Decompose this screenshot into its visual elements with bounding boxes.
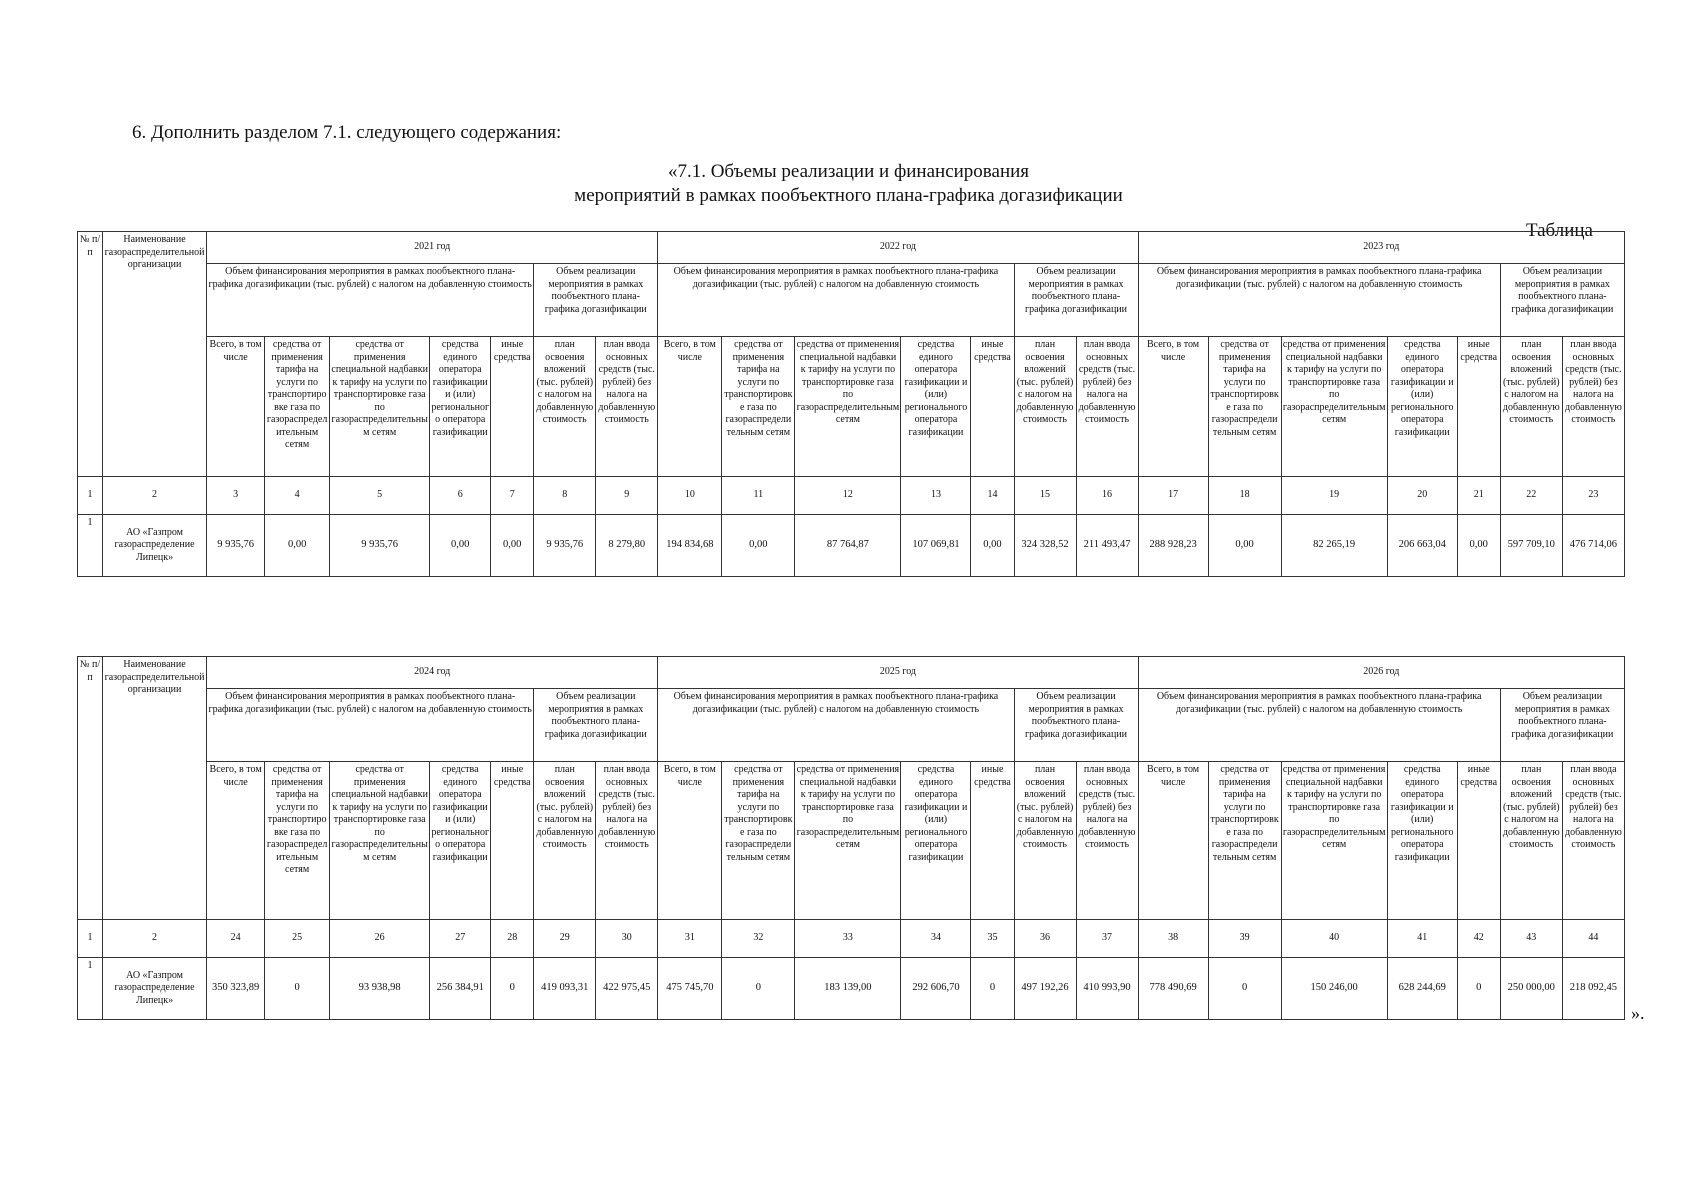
- group-header-realization: Объем реализации мероприятия в рамках пообъектного плана-графика догазификации: [1014, 689, 1138, 762]
- value-cell: 183 139,00: [795, 958, 901, 1020]
- value-cell: 476 714,06: [1562, 515, 1624, 577]
- column-index-cell: 22: [1500, 477, 1562, 515]
- group-header-funding: Объем финансирования мероприятия в рамках пообъектного плана-графика догазификации (тыс. рублей) с налогом на добавленную стоимость: [1138, 264, 1500, 337]
- column-index-cell: 31: [658, 920, 722, 958]
- group-header-funding: Объем финансирования мероприятия в рамках пообъектного плана-графика догазификации (тыс. рублей) с налогом на добавленную стоимость: [207, 689, 534, 762]
- subheader-cell: план ввода основных средств (тыс. рублей) без налога на добавленную стоимость: [1562, 337, 1624, 477]
- subheader-cell: иные средства: [491, 337, 534, 477]
- value-cell: 194 834,68: [658, 515, 722, 577]
- value-cell: 82 265,19: [1281, 515, 1387, 577]
- value-cell: 256 384,91: [430, 958, 491, 1020]
- group-header-funding: Объем финансирования мероприятия в рамках пообъектного плана-графика догазификации (тыс. рублей) с налогом на добавленную стоимость: [1138, 689, 1500, 762]
- subheader-cell: средства от применения тарифа на услуги по транспортировке газа по газораспределительным сетям: [265, 337, 330, 477]
- value-cell: 419 093,31: [534, 958, 596, 1020]
- subheader-cell: Всего, в том числе: [1138, 337, 1208, 477]
- column-index-cell: 20: [1387, 477, 1457, 515]
- organization-cell: АО «Газпром газораспределение Липецк»: [103, 958, 207, 1020]
- subheader-cell: план ввода основных средств (тыс. рублей) без налога на добавленную стоимость: [1076, 337, 1138, 477]
- year-header: 2026 год: [1138, 657, 1624, 689]
- column-index-cell: 34: [901, 920, 971, 958]
- value-cell: 9 935,76: [534, 515, 596, 577]
- subheader-cell: средства от применения тарифа на услуги по транспортировке газа по газораспределительным сетям: [722, 337, 795, 477]
- value-cell: 0: [971, 958, 1014, 1020]
- column-index-row: [78, 477, 1625, 515]
- column-index-row: [78, 920, 1625, 958]
- subheader-cell: Всего, в том числе: [207, 337, 265, 477]
- subheader-cell: средства единого оператора газификации и (или) регионального оператора газификации: [430, 762, 491, 920]
- column-index-cell: 7: [491, 477, 534, 515]
- column-index-cell: 27: [430, 920, 491, 958]
- value-cell: 0,00: [491, 515, 534, 577]
- subheader-cell: план освоения вложений (тыс. рублей) с налогом на добавленную стоимость: [1014, 762, 1076, 920]
- value-cell: 0: [1457, 958, 1500, 1020]
- value-cell: 9 935,76: [207, 515, 265, 577]
- column-index-cell: 8: [534, 477, 596, 515]
- column-index-cell: 2: [103, 920, 207, 958]
- column-index-cell: 37: [1076, 920, 1138, 958]
- column-index-cell: 29: [534, 920, 596, 958]
- column-index-cell: 15: [1014, 477, 1076, 515]
- value-cell: 350 323,89: [207, 958, 265, 1020]
- column-index-cell: 3: [207, 477, 265, 515]
- subheader-cell: план ввода основных средств (тыс. рублей) без налога на добавленную стоимость: [596, 337, 658, 477]
- subheader-cell: план ввода основных средств (тыс. рублей) без налога на добавленную стоимость: [1076, 762, 1138, 920]
- column-index-cell: 41: [1387, 920, 1457, 958]
- year-header-row: [78, 232, 1625, 264]
- group-header-funding: Объем финансирования мероприятия в рамках пообъектного плана-графика догазификации (тыс. рублей) с налогом на добавленную стоимость: [658, 264, 1014, 337]
- subheader-cell: средства единого оператора газификации и (или) регионального оператора газификации: [430, 337, 491, 477]
- column-index-cell: 10: [658, 477, 722, 515]
- column-index-cell: 6: [430, 477, 491, 515]
- value-cell: 107 069,81: [901, 515, 971, 577]
- year-header: 2023 год: [1138, 232, 1624, 264]
- column-index-cell: 36: [1014, 920, 1076, 958]
- col-header-organization: Наименование газораспределительной организации: [103, 232, 207, 477]
- column-index-cell: 23: [1562, 477, 1624, 515]
- subheader-cell: план ввода основных средств (тыс. рублей) без налога на добавленную стоимость: [1562, 762, 1624, 920]
- value-cell: 0: [491, 958, 534, 1020]
- column-index-cell: 28: [491, 920, 534, 958]
- section-title-line-2: мероприятий в рамках пообъектного плана-графика догазификации: [574, 185, 1123, 206]
- subheader-cell: средства от применения тарифа на услуги по транспортировке газа по газораспределительным сетям: [722, 762, 795, 920]
- subheader-cell: средства единого оператора газификации и (или) регионального оператора газификации: [901, 762, 971, 920]
- col-header-organization: Наименование газораспределительной организации: [103, 657, 207, 920]
- column-index-cell: 5: [330, 477, 430, 515]
- financing-table-2021-2023: [77, 231, 1625, 577]
- subheader-cell: Всего, в том числе: [658, 762, 722, 920]
- column-index-cell: 42: [1457, 920, 1500, 958]
- group-header-realization: Объем реализации мероприятия в рамках пообъектного плана-графика догазификации: [1014, 264, 1138, 337]
- value-cell: 250 000,00: [1500, 958, 1562, 1020]
- value-cell: 211 493,47: [1076, 515, 1138, 577]
- subheader-cell: средства от применения тарифа на услуги по транспортировке газа по газораспределительным сетям: [1208, 337, 1281, 477]
- group-header-row: [78, 264, 1625, 337]
- group-header-realization: Объем реализации мероприятия в рамках пообъектного плана-графика догазификации: [1500, 689, 1624, 762]
- data-row: [78, 958, 1625, 1020]
- intro-text: 6. Дополнить разделом 7.1. следующего содержания:: [132, 122, 562, 143]
- column-index-cell: 40: [1281, 920, 1387, 958]
- subheader-cell: средства от применения специальной надбавки к тарифу на услуги по транспортировке газа по газораспределительным сетям: [1281, 762, 1387, 920]
- row-number-cell: 1: [78, 515, 103, 577]
- value-cell: 8 279,80: [596, 515, 658, 577]
- value-cell: 422 975,45: [596, 958, 658, 1020]
- column-index-cell: 33: [795, 920, 901, 958]
- year-header: 2021 год: [207, 232, 658, 264]
- subheader-cell: Всего, в том числе: [1138, 762, 1208, 920]
- column-index-cell: 32: [722, 920, 795, 958]
- data-row: [78, 515, 1625, 577]
- subheader-cell: Всего, в том числе: [207, 762, 265, 920]
- subheader-cell: иные средства: [971, 337, 1014, 477]
- section-title-line-1: «7.1. Объемы реализации и финансирования: [667, 161, 1030, 182]
- subheader-cell: иные средства: [1457, 762, 1500, 920]
- value-cell: 150 246,00: [1281, 958, 1387, 1020]
- group-header-realization: Объем реализации мероприятия в рамках пообъектного плана-графика догазификации: [534, 689, 658, 762]
- column-index-cell: 43: [1500, 920, 1562, 958]
- subheader-cell: средства от применения тарифа на услуги по транспортировке газа по газораспределительным сетям: [265, 762, 330, 920]
- value-cell: 778 490,69: [1138, 958, 1208, 1020]
- column-index-cell: 17: [1138, 477, 1208, 515]
- subheader-cell: средства от применения специальной надбавки к тарифу на услуги по транспортировке газа по газораспределительным сетям: [795, 337, 901, 477]
- column-index-cell: 1: [78, 920, 103, 958]
- column-index-cell: 26: [330, 920, 430, 958]
- column-index-cell: 38: [1138, 920, 1208, 958]
- subheader-cell: средства от применения тарифа на услуги по транспортировке газа по газораспределительным сетям: [1208, 762, 1281, 920]
- column-index-cell: 14: [971, 477, 1014, 515]
- value-cell: 0,00: [1457, 515, 1500, 577]
- subheader-row: [78, 337, 1625, 477]
- year-header: 2024 год: [207, 657, 658, 689]
- value-cell: 0,00: [722, 515, 795, 577]
- year-header: 2025 год: [658, 657, 1138, 689]
- column-index-cell: 12: [795, 477, 901, 515]
- column-index-cell: 4: [265, 477, 330, 515]
- column-index-cell: 18: [1208, 477, 1281, 515]
- value-cell: 0: [265, 958, 330, 1020]
- closing-quote: ».: [1631, 1003, 1645, 1023]
- row-number-cell: 1: [78, 958, 103, 1020]
- year-header: 2022 год: [658, 232, 1138, 264]
- value-cell: 0: [722, 958, 795, 1020]
- subheader-cell: Всего, в том числе: [658, 337, 722, 477]
- column-index-cell: 16: [1076, 477, 1138, 515]
- value-cell: 628 244,69: [1387, 958, 1457, 1020]
- column-index-cell: 25: [265, 920, 330, 958]
- value-cell: 0,00: [1208, 515, 1281, 577]
- value-cell: 93 938,98: [330, 958, 430, 1020]
- value-cell: 9 935,76: [330, 515, 430, 577]
- col-header-number: № п/п: [78, 657, 103, 920]
- group-header-realization: Объем реализации мероприятия в рамках пообъектного плана-графика догазификации: [534, 264, 658, 337]
- table-caption: Таблица: [1525, 220, 1593, 241]
- value-cell: 410 993,90: [1076, 958, 1138, 1020]
- value-cell: 206 663,04: [1387, 515, 1457, 577]
- year-header-row: [78, 657, 1625, 689]
- value-cell: 0,00: [971, 515, 1014, 577]
- value-cell: 87 764,87: [795, 515, 901, 577]
- column-index-cell: 44: [1562, 920, 1624, 958]
- col-header-number: № п/п: [78, 232, 103, 477]
- value-cell: 0,00: [265, 515, 330, 577]
- value-cell: 218 092,45: [1562, 958, 1624, 1020]
- financing-table-2024-2026: [77, 656, 1625, 1020]
- subheader-cell: план освоения вложений (тыс. рублей) с налогом на добавленную стоимость: [534, 337, 596, 477]
- subheader-cell: иные средства: [1457, 337, 1500, 477]
- column-index-cell: 9: [596, 477, 658, 515]
- column-index-cell: 2: [103, 477, 207, 515]
- subheader-cell: план освоения вложений (тыс. рублей) с налогом на добавленную стоимость: [534, 762, 596, 920]
- subheader-cell: средства от применения специальной надбавки к тарифу на услуги по транспортировке газа по газораспределительным сетям: [330, 337, 430, 477]
- subheader-cell: план освоения вложений (тыс. рублей) с налогом на добавленную стоимость: [1014, 337, 1076, 477]
- subheader-cell: средства единого оператора газификации и (или) регионального оператора газификации: [1387, 762, 1457, 920]
- column-index-cell: 30: [596, 920, 658, 958]
- subheader-cell: средства единого оператора газификации и (или) регионального оператора газификации: [1387, 337, 1457, 477]
- subheader-cell: иные средства: [491, 762, 534, 920]
- subheader-cell: средства от применения специальной надбавки к тарифу на услуги по транспортировке газа по газораспределительным сетям: [1281, 337, 1387, 477]
- column-index-cell: 24: [207, 920, 265, 958]
- subheader-cell: план освоения вложений (тыс. рублей) с налогом на добавленную стоимость: [1500, 762, 1562, 920]
- column-index-cell: 11: [722, 477, 795, 515]
- value-cell: 324 328,52: [1014, 515, 1076, 577]
- subheader-cell: план ввода основных средств (тыс. рублей) без налога на добавленную стоимость: [596, 762, 658, 920]
- value-cell: 288 928,23: [1138, 515, 1208, 577]
- group-header-funding: Объем финансирования мероприятия в рамках пообъектного плана-графика догазификации (тыс. рублей) с налогом на добавленную стоимость: [207, 264, 534, 337]
- group-header-realization: Объем реализации мероприятия в рамках пообъектного плана-графика догазификации: [1500, 264, 1624, 337]
- value-cell: 0,00: [430, 515, 491, 577]
- column-index-cell: 13: [901, 477, 971, 515]
- value-cell: 475 745,70: [658, 958, 722, 1020]
- column-index-cell: 35: [971, 920, 1014, 958]
- subheader-cell: средства от применения специальной надбавки к тарифу на услуги по транспортировке газа по газораспределительным сетям: [330, 762, 430, 920]
- column-index-cell: 1: [78, 477, 103, 515]
- value-cell: 0: [1208, 958, 1281, 1020]
- subheader-cell: план освоения вложений (тыс. рублей) с налогом на добавленную стоимость: [1500, 337, 1562, 477]
- value-cell: 497 192,26: [1014, 958, 1076, 1020]
- subheader-cell: иные средства: [971, 762, 1014, 920]
- column-index-cell: 21: [1457, 477, 1500, 515]
- subheader-cell: средства единого оператора газификации и (или) регионального оператора газификации: [901, 337, 971, 477]
- section-title: [0, 160, 1697, 208]
- organization-cell: АО «Газпром газораспределение Липецк»: [103, 515, 207, 577]
- subheader-row: [78, 762, 1625, 920]
- value-cell: 597 709,10: [1500, 515, 1562, 577]
- column-index-cell: 39: [1208, 920, 1281, 958]
- column-index-cell: 19: [1281, 477, 1387, 515]
- subheader-cell: средства от применения специальной надбавки к тарифу на услуги по транспортировке газа по газораспределительным сетям: [795, 762, 901, 920]
- group-header-row: [78, 689, 1625, 762]
- value-cell: 292 606,70: [901, 958, 971, 1020]
- group-header-funding: Объем финансирования мероприятия в рамках пообъектного плана-графика догазификации (тыс. рублей) с налогом на добавленную стоимость: [658, 689, 1014, 762]
